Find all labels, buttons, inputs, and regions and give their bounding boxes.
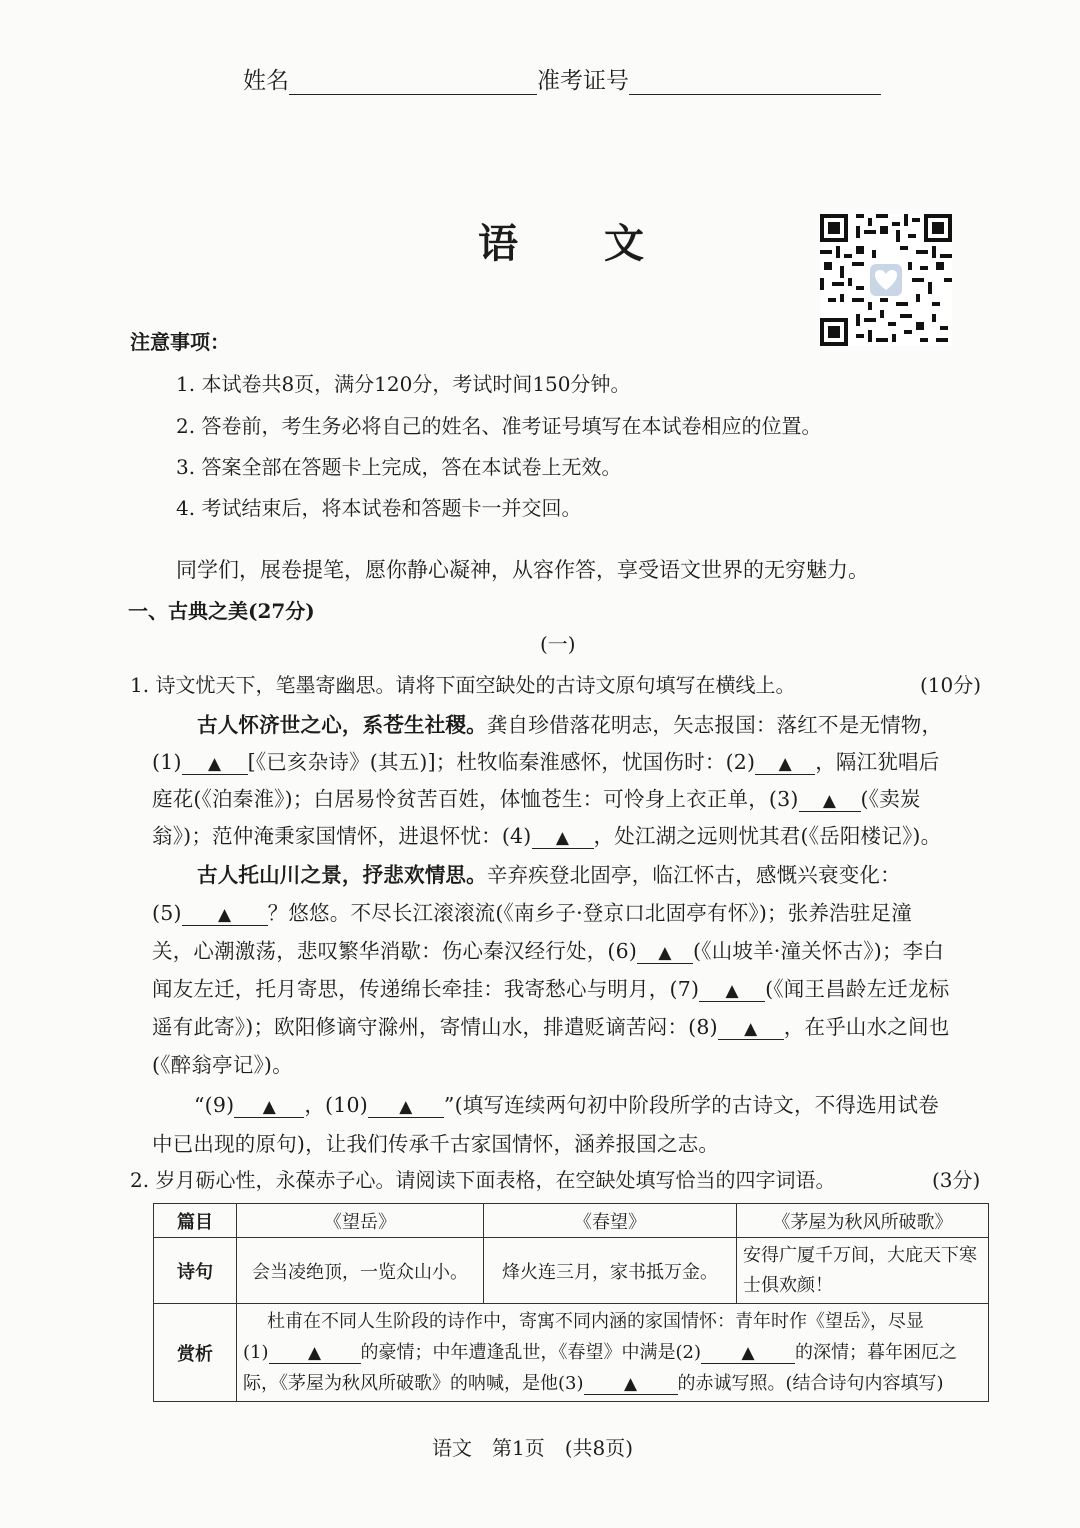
qr-code-icon[interactable] bbox=[820, 214, 952, 346]
name-label: 姓名 bbox=[243, 68, 289, 94]
page-footer: 语文 第1页 (共8页) bbox=[432, 1436, 634, 1460]
exam-id-label: 准考证号 bbox=[537, 68, 629, 94]
q1-paragraph-1-line: 古人怀济世之心，系苍生社稷。龚自珍借落花明志，矢志报国：落红不是无情物， bbox=[197, 713, 943, 737]
table-blank-3[interactable]: ▲ bbox=[584, 1374, 678, 1395]
name-field[interactable] bbox=[289, 72, 537, 95]
part-title: (一) bbox=[540, 632, 576, 656]
answer-blank-7[interactable]: ▲ bbox=[699, 979, 765, 1002]
analysis-line: 杜甫在不同人生阶段的诗作中，寄寓不同内涵的家国情怀：青年时作《望岳》，尽显 bbox=[267, 1311, 924, 1332]
q1-paragraph-2-line: 遥有此寄》)；欧阳修谪守滁州，寄情山水，排遣贬谪苦闷：(8) ▲ ，在乎山水之间也 bbox=[152, 1015, 950, 1039]
notice-title: 注意事项： bbox=[130, 330, 230, 354]
q1-paragraph-3-line: “(9) ▲ ，(10) ▲ ”(填写连续两句初中阶段所学的古诗文，不得选用试卷 bbox=[194, 1093, 939, 1117]
analysis-line: (1) ▲ 的豪情；中年遭逢乱世，《春望》中满是(2) ▲ 的深情；暮年困厄之 bbox=[243, 1342, 957, 1363]
row-label-works: 篇目 bbox=[154, 1204, 237, 1238]
question-2-stem: 2. 岁月砺心性，永葆赤子心。请阅读下面表格，在空缺处填写恰当的四字词语。 bbox=[130, 1168, 836, 1192]
answer-blank-10[interactable]: ▲ bbox=[368, 1095, 444, 1118]
table-blank-1[interactable]: ▲ bbox=[269, 1343, 361, 1364]
answer-blank-4[interactable]: ▲ bbox=[532, 826, 594, 849]
table-row bbox=[154, 1204, 989, 1238]
answer-blank-3[interactable]: ▲ bbox=[799, 789, 861, 812]
exam-id-field[interactable] bbox=[629, 72, 881, 95]
q1-paragraph-1-line: 翁》)；范仲淹秉家国情怀，进退怀忧：(4) ▲ ，处江湖之远则忧其君(《岳阳楼记》)。 bbox=[152, 824, 942, 848]
verse-3: 安得广厦千万间，大庇天下寒士俱欢颜！ bbox=[737, 1238, 989, 1304]
table-blank-2[interactable]: ▲ bbox=[701, 1343, 795, 1364]
q1-paragraph-3-line: 中已出现的原句)，让我们传承千古家国情怀，涵养报国之志。 bbox=[152, 1132, 720, 1156]
answer-blank-1[interactable]: ▲ bbox=[182, 752, 248, 775]
paper-title: 语文 bbox=[478, 220, 730, 267]
encouragement-text: 同学们，展卷提笔，愿你静心凝神，从容作答，享受语文世界的无穷魅力。 bbox=[176, 558, 869, 582]
work-title-2: 《春望》 bbox=[484, 1204, 737, 1238]
answer-blank-8[interactable]: ▲ bbox=[718, 1017, 784, 1040]
q1-paragraph-2-line: (《醉翁亭记》)。 bbox=[152, 1053, 293, 1077]
notice-item: 1. 本试卷共8页，满分120分，考试时间150分钟。 bbox=[176, 372, 631, 396]
q1-paragraph-2-line: 关，心潮激荡，悲叹繁华消歇：伤心秦汉经行处，(6) ▲ (《山坡羊·潼关怀古》)；李白 bbox=[152, 939, 945, 963]
row-label-verses: 诗句 bbox=[154, 1238, 237, 1304]
work-title-3: 《茅屋为秋风所破歌》 bbox=[737, 1204, 989, 1238]
answer-blank-6[interactable]: ▲ bbox=[637, 941, 693, 964]
answer-blank-2[interactable]: ▲ bbox=[755, 752, 815, 775]
section-title: 一、古典之美(27分) bbox=[128, 599, 315, 623]
notice-item: 2. 答卷前，考生务必将自己的姓名、准考证号填写在本试卷相应的位置。 bbox=[176, 414, 822, 438]
question-2-score: (3分) bbox=[932, 1168, 981, 1192]
q1-paragraph-2-line: 闻友左迁，托月寄思，传递绵长牵挂：我寄愁心与明月，(7) ▲ (《闻王昌龄左迁龙标 bbox=[152, 977, 950, 1001]
q1-paragraph-1-line: (1) ▲ [《已亥杂诗》(其五)]；杜牧临秦淮感怀，忧国伤时：(2) ▲ ，隔江犹唱后 bbox=[152, 750, 940, 774]
answer-blank-5[interactable]: ▲ bbox=[182, 903, 268, 926]
q1-paragraph-1-lead: 古人怀济世之心，系苍生社稷。 bbox=[197, 713, 487, 737]
analysis-line: 际，《茅屋为秋风所破歌》的呐喊，是他(3) ▲ 的赤诚写照。(结合诗句内容填写) bbox=[243, 1373, 944, 1394]
q1-paragraph-1-line: 庭花(《泊秦淮》)；白居易怜贫苦百姓，体恤苍生：可怜身上衣正单，(3) ▲ (《卖炭 bbox=[152, 787, 921, 811]
question-1-score: (10分) bbox=[920, 673, 982, 697]
notice-item: 4. 考试结束后，将本试卷和答题卡一并交回。 bbox=[176, 496, 582, 520]
work-title-1: 《望岳》 bbox=[237, 1204, 484, 1238]
notice-item: 3. 答案全部在答题卡上完成，答在本试卷上无效。 bbox=[176, 455, 622, 479]
verse-1: 会当凌绝顶，一览众山小。 bbox=[237, 1238, 484, 1304]
analysis-cell bbox=[237, 1304, 989, 1402]
question-1-stem: 1. 诗文忧天下，笔墨寄幽思。请将下面空缺处的古诗文原句填写在横线上。 bbox=[130, 673, 796, 697]
row-label-analysis: 赏析 bbox=[154, 1304, 237, 1402]
q1-paragraph-2-lead: 古人托山川之景，抒悲欢情思。 bbox=[197, 863, 487, 887]
q1-paragraph-2-line: (5) ▲ ？悠悠。不尽长江滚滚流(《南乡子·登京口北固亭有怀》)；张养浩驻足潼 bbox=[152, 901, 912, 925]
answer-blank-9[interactable]: ▲ bbox=[234, 1095, 304, 1118]
poem-analysis-table bbox=[153, 1203, 989, 1402]
table-row bbox=[154, 1304, 989, 1402]
q1-paragraph-2-line: 古人托山川之景，抒悲欢情思。辛弃疾登北固亭，临江怀古，感慨兴衰变化： bbox=[197, 863, 901, 887]
verse-2: 烽火连三月，家书抵万金。 bbox=[484, 1238, 737, 1304]
candidate-info-row bbox=[243, 62, 881, 95]
table-row bbox=[154, 1238, 989, 1304]
